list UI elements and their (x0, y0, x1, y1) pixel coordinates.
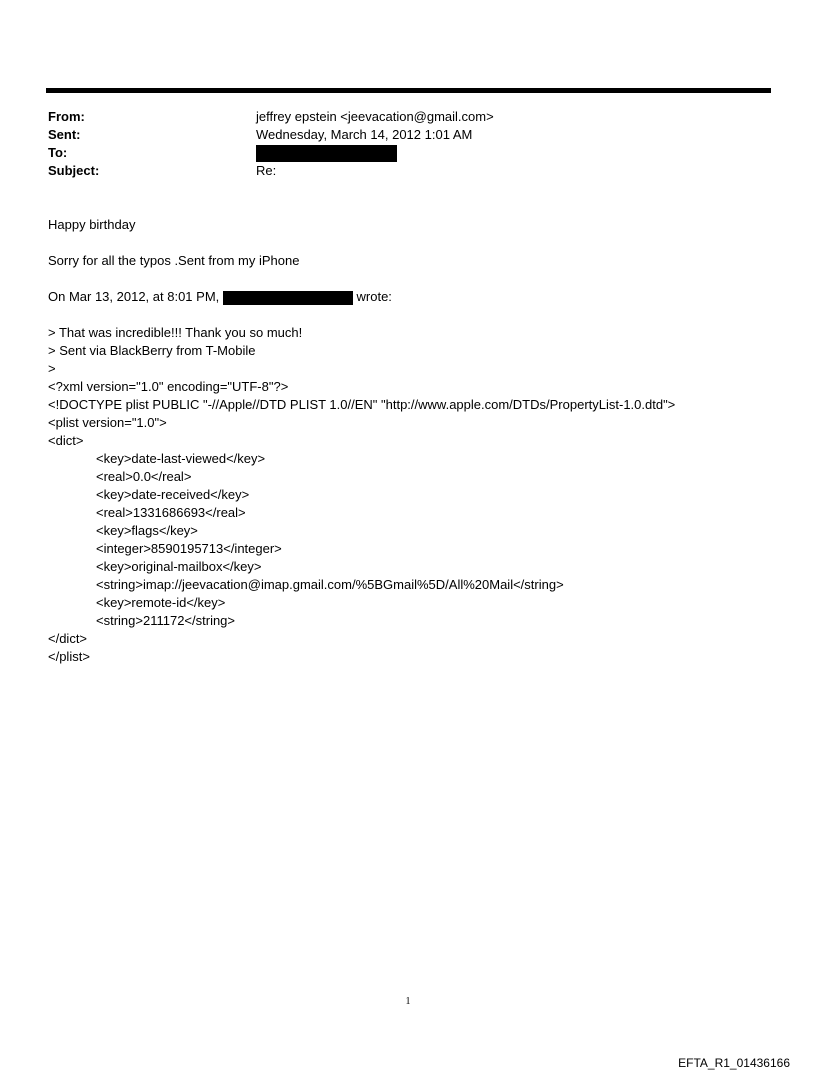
redaction-block (256, 145, 397, 162)
quote-line: > (48, 361, 56, 376)
xml-line: </dict> (48, 631, 88, 646)
xml-line: <?xml version="1.0" encoding="UTF-8"?> (48, 379, 289, 394)
quote-line: > Sent via BlackBerry from T-Mobile (48, 343, 256, 358)
body-line: Happy birthday (48, 217, 136, 232)
header-rule (46, 88, 771, 93)
redaction-block (223, 291, 353, 305)
subject-value: Re: (256, 163, 277, 178)
xml-line: <!DOCTYPE plist PUBLIC "-//Apple//DTD PLIST 1.0//EN" "http://www.apple.com/DTDs/PropertyList-1.0.dtd"> (48, 397, 676, 412)
xml-line: <real>1331686693</real> (96, 505, 246, 520)
body-line: Sorry for all the typos .Sent from my iPhone (48, 253, 300, 268)
xml-line: <real>0.0</real> (96, 469, 192, 484)
xml-line: <key>flags</key> (96, 523, 198, 538)
xml-line: <string>211172</string> (96, 613, 236, 628)
xml-line: <string>imap://jeevacation@imap.gmail.com/%5BGmail%5D/All%20Mail</string> (96, 577, 564, 592)
xml-line: <dict> (48, 433, 84, 448)
to-value-redaction (256, 144, 397, 162)
from-label: From: (48, 109, 85, 124)
xml-line: <key>date-received</key> (96, 487, 250, 502)
xml-line: <integer>8590195713</integer> (96, 541, 282, 556)
page-number: 1 (405, 996, 411, 1007)
document-id: EFTA_R1_01436166 (678, 1056, 790, 1070)
xml-line: <key>date-last-viewed</key> (96, 451, 266, 466)
xml-line: <key>remote-id</key> (96, 595, 226, 610)
sent-label: Sent: (48, 127, 81, 142)
quote-line: > That was incredible!!! Thank you so much! (48, 325, 303, 340)
xml-line: <key>original-mailbox</key> (96, 559, 262, 574)
sent-value: Wednesday, March 14, 2012 1:01 AM (256, 127, 473, 142)
to-label: To: (48, 145, 68, 160)
from-value: jeffrey epstein <jeevacation@gmail.com> (256, 109, 494, 124)
quote-intro-text: wrote: (356, 289, 392, 304)
xml-line: <plist version="1.0"> (48, 415, 167, 430)
subject-label: Subject: (48, 163, 100, 178)
email-body (48, 216, 675, 666)
xml-line: </plist> (48, 649, 90, 664)
quote-intro-text: On Mar 13, 2012, at 8:01 PM, (48, 289, 220, 304)
quote-intro (48, 288, 675, 306)
